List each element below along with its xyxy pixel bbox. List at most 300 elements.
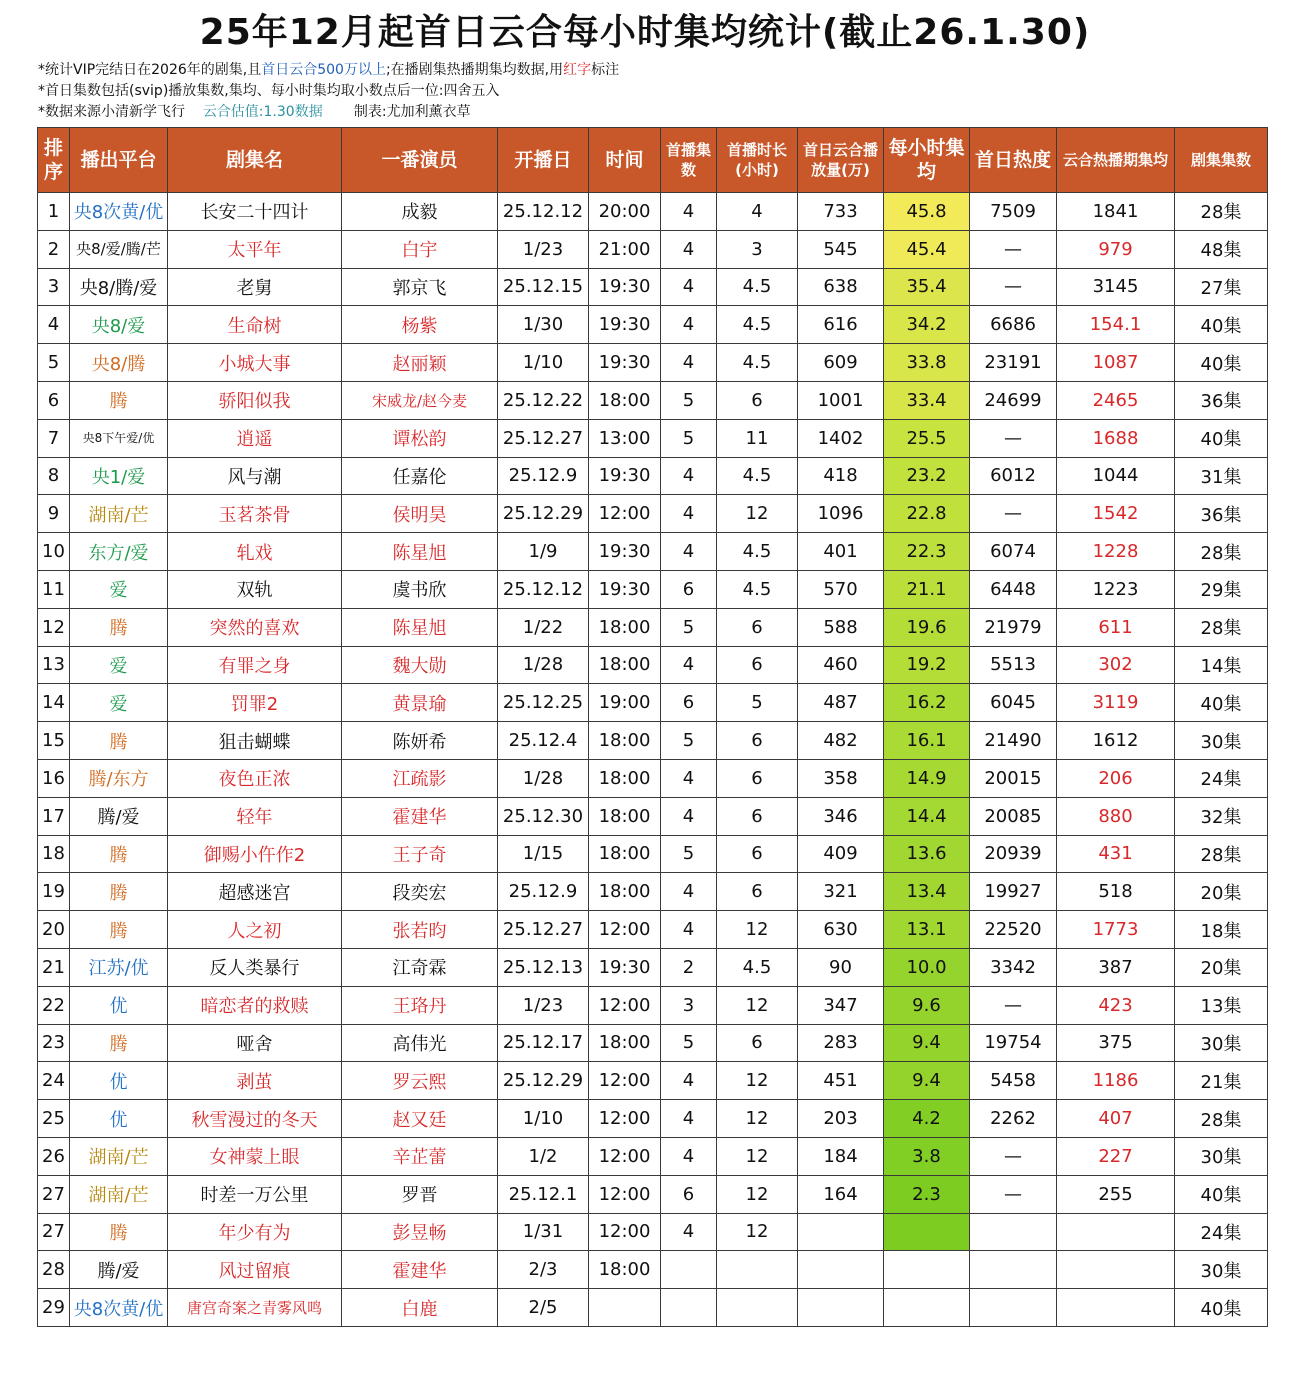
cell-hourly: 4.2	[884, 1100, 970, 1138]
cell-episodes: 30集	[1175, 722, 1268, 760]
cell-name: 时差一万公里	[168, 1175, 342, 1213]
cell-time: 12:00	[589, 911, 661, 949]
cell-rank: 20	[38, 911, 70, 949]
table-row	[38, 230, 1268, 268]
cell-time: 12:00	[589, 1213, 661, 1251]
cell-episodes: 30集	[1175, 1251, 1268, 1289]
cell-platform: 央8/腾/爱	[70, 268, 168, 306]
cell-platform: 腾/爱	[70, 1251, 168, 1289]
header-first-eps: 首播集数	[661, 128, 717, 193]
cell-first-hours: 6	[717, 1024, 798, 1062]
cell-first-eps: 2	[661, 948, 717, 986]
table-row	[38, 948, 1268, 986]
cell-start: 25.12.15	[498, 268, 589, 306]
cell-time: 12:00	[589, 986, 661, 1024]
cell-yunhe: 1087	[1057, 344, 1175, 382]
cell-time: 19:30	[589, 533, 661, 571]
note-line-2: *首日集数包括(svip)播放集数,集均、每小时集均取小数点后一位:四舍五入	[38, 83, 500, 99]
cell-episodes: 40集	[1175, 1175, 1268, 1213]
cell-first-views: 358	[798, 759, 884, 797]
cell-name: 秋雪漫过的冬天	[168, 1100, 342, 1138]
cell-time: 19:30	[589, 344, 661, 382]
cell-first-hours: 6	[717, 797, 798, 835]
cell-episodes: 24集	[1175, 759, 1268, 797]
cell-first-views: 545	[798, 230, 884, 268]
cell-yunhe	[1057, 1213, 1175, 1251]
cell-episodes: 31集	[1175, 457, 1268, 495]
cell-actor: 杨紫	[342, 306, 498, 344]
header-yunhe: 云合热播期集均	[1057, 128, 1175, 193]
cell-first-eps: 5	[661, 419, 717, 457]
cell-heat: —	[970, 1137, 1057, 1175]
cell-name: 突然的喜欢	[168, 608, 342, 646]
cell-first-hours: 3	[717, 230, 798, 268]
cell-name: 逍遥	[168, 419, 342, 457]
cell-hourly: 13.1	[884, 911, 970, 949]
cell-episodes: 27集	[1175, 268, 1268, 306]
table-row	[38, 306, 1268, 344]
cell-heat: 20015	[970, 759, 1057, 797]
table-row	[38, 873, 1268, 911]
header-name: 剧集名	[168, 128, 342, 193]
cell-hourly: 14.9	[884, 759, 970, 797]
cell-name: 长安二十四计	[168, 193, 342, 231]
cell-actor: 任嘉伦	[342, 457, 498, 495]
cell-yunhe: 227	[1057, 1137, 1175, 1175]
cell-yunhe	[1057, 1251, 1175, 1289]
table-row	[38, 381, 1268, 419]
cell-start: 2/3	[498, 1251, 589, 1289]
cell-first-views: 451	[798, 1062, 884, 1100]
cell-first-hours: 12	[717, 1175, 798, 1213]
cell-first-eps: 3	[661, 986, 717, 1024]
cell-start: 25.12.1	[498, 1175, 589, 1213]
table-row	[38, 457, 1268, 495]
cell-first-hours: 4.5	[717, 570, 798, 608]
cell-time: 19:30	[589, 570, 661, 608]
cell-name: 年少有为	[168, 1213, 342, 1251]
table-row	[38, 1137, 1268, 1175]
cell-first-hours	[717, 1289, 798, 1327]
cell-first-hours: 12	[717, 495, 798, 533]
cell-start: 1/10	[498, 1100, 589, 1138]
cell-first-hours: 4.5	[717, 533, 798, 571]
cell-actor: 江奇霖	[342, 948, 498, 986]
cell-start: 25.12.9	[498, 873, 589, 911]
cell-heat: 23191	[970, 344, 1057, 382]
cell-start: 1/15	[498, 835, 589, 873]
cell-episodes: 32集	[1175, 797, 1268, 835]
cell-episodes: 29集	[1175, 570, 1268, 608]
cell-first-views: 90	[798, 948, 884, 986]
cell-start: 25.12.12	[498, 570, 589, 608]
cell-yunhe: 1688	[1057, 419, 1175, 457]
table-row	[38, 268, 1268, 306]
cell-first-views	[798, 1213, 884, 1251]
cell-rank: 27	[38, 1175, 70, 1213]
table-row	[38, 1289, 1268, 1327]
cell-rank: 22	[38, 986, 70, 1024]
cell-time: 18:00	[589, 797, 661, 835]
cell-hourly: 19.6	[884, 608, 970, 646]
cell-start: 1/10	[498, 344, 589, 382]
cell-time: 18:00	[589, 873, 661, 911]
cell-actor: 段奕宏	[342, 873, 498, 911]
cell-heat: 3342	[970, 948, 1057, 986]
cell-heat: 21979	[970, 608, 1057, 646]
cell-platform: 湖南/芒	[70, 495, 168, 533]
cell-actor: 虞书欣	[342, 570, 498, 608]
cell-actor: 高伟光	[342, 1024, 498, 1062]
header-time: 时间	[589, 128, 661, 193]
cell-name: 小城大事	[168, 344, 342, 382]
cell-hourly: 21.1	[884, 570, 970, 608]
note-line-1: *统计VIP完结日在2026年的剧集,且首日云合500万以上;在播剧集热播期集均数据,用红字标注	[38, 62, 620, 78]
cell-first-hours: 4.5	[717, 344, 798, 382]
cell-episodes: 18集	[1175, 911, 1268, 949]
cell-actor: 江疏影	[342, 759, 498, 797]
cell-rank: 8	[38, 457, 70, 495]
header-actor: 一番演员	[342, 128, 498, 193]
cell-start: 25.12.22	[498, 381, 589, 419]
cell-time: 12:00	[589, 1100, 661, 1138]
cell-platform: 央8/腾	[70, 344, 168, 382]
header-rank: 排序	[38, 128, 70, 193]
cell-episodes: 36集	[1175, 381, 1268, 419]
cell-heat: —	[970, 495, 1057, 533]
cell-first-eps: 4	[661, 1213, 717, 1251]
cell-first-hours: 6	[717, 608, 798, 646]
cell-rank: 14	[38, 684, 70, 722]
table-row	[38, 193, 1268, 231]
cell-actor: 罗晋	[342, 1175, 498, 1213]
cell-start: 1/23	[498, 230, 589, 268]
cell-first-eps: 4	[661, 306, 717, 344]
cell-first-hours	[717, 1251, 798, 1289]
cell-episodes: 20集	[1175, 873, 1268, 911]
cell-yunhe: 3145	[1057, 268, 1175, 306]
cell-hourly: 22.3	[884, 533, 970, 571]
cell-yunhe: 206	[1057, 759, 1175, 797]
cell-platform: 优	[70, 1100, 168, 1138]
cell-first-eps: 4	[661, 873, 717, 911]
cell-yunhe: 255	[1057, 1175, 1175, 1213]
cell-name: 骄阳似我	[168, 381, 342, 419]
cell-time: 19:30	[589, 457, 661, 495]
cell-platform: 央8下午爱/优	[70, 419, 168, 457]
cell-hourly: 3.8	[884, 1137, 970, 1175]
cell-first-eps: 5	[661, 608, 717, 646]
cell-time: 12:00	[589, 495, 661, 533]
cell-actor: 霍建华	[342, 797, 498, 835]
table-row	[38, 344, 1268, 382]
cell-first-eps: 4	[661, 268, 717, 306]
cell-time	[589, 1289, 661, 1327]
cell-yunhe: 1841	[1057, 193, 1175, 231]
cell-rank: 9	[38, 495, 70, 533]
cell-hourly: 2.3	[884, 1175, 970, 1213]
cell-yunhe: 518	[1057, 873, 1175, 911]
cell-rank: 2	[38, 230, 70, 268]
cell-rank: 25	[38, 1100, 70, 1138]
cell-time: 19:00	[589, 684, 661, 722]
cell-first-eps: 4	[661, 759, 717, 797]
table-row	[38, 608, 1268, 646]
table-row	[38, 835, 1268, 873]
cell-first-eps	[661, 1251, 717, 1289]
cell-heat: 6012	[970, 457, 1057, 495]
cell-time: 19:30	[589, 268, 661, 306]
table-row	[38, 797, 1268, 835]
cell-hourly: 16.2	[884, 684, 970, 722]
cell-heat	[970, 1251, 1057, 1289]
cell-actor: 白宇	[342, 230, 498, 268]
cell-platform: 东方/爱	[70, 533, 168, 571]
cell-platform: 央8/爱	[70, 306, 168, 344]
cell-actor: 彭昱畅	[342, 1213, 498, 1251]
cell-actor: 黄景瑜	[342, 684, 498, 722]
cell-yunhe: 407	[1057, 1100, 1175, 1138]
cell-name: 有罪之身	[168, 646, 342, 684]
cell-first-hours: 4.5	[717, 268, 798, 306]
cell-yunhe: 1612	[1057, 722, 1175, 760]
cell-name: 轧戏	[168, 533, 342, 571]
cell-heat: 2262	[970, 1100, 1057, 1138]
cell-platform: 腾	[70, 381, 168, 419]
cell-first-views: 409	[798, 835, 884, 873]
cell-name: 双轨	[168, 570, 342, 608]
cell-first-hours: 12	[717, 1100, 798, 1138]
cell-name: 夜色正浓	[168, 759, 342, 797]
cell-heat: 22520	[970, 911, 1057, 949]
table-row	[38, 684, 1268, 722]
cell-start: 25.12.27	[498, 911, 589, 949]
cell-hourly: 13.4	[884, 873, 970, 911]
cell-rank: 1	[38, 193, 70, 231]
cell-name: 老舅	[168, 268, 342, 306]
table-row	[38, 1175, 1268, 1213]
table-row	[38, 1100, 1268, 1138]
cell-first-views: 588	[798, 608, 884, 646]
cell-actor: 王珞丹	[342, 986, 498, 1024]
cell-yunhe: 611	[1057, 608, 1175, 646]
cell-first-views: 638	[798, 268, 884, 306]
cell-actor: 侯明昊	[342, 495, 498, 533]
table-row	[38, 1024, 1268, 1062]
cell-first-views: 184	[798, 1137, 884, 1175]
cell-first-views: 733	[798, 193, 884, 231]
cell-heat: 5513	[970, 646, 1057, 684]
cell-episodes: 28集	[1175, 1100, 1268, 1138]
cell-heat: —	[970, 986, 1057, 1024]
cell-rank: 3	[38, 268, 70, 306]
cell-first-eps: 4	[661, 646, 717, 684]
cell-platform: 央8次黄/优	[70, 1289, 168, 1327]
cell-hourly: 33.4	[884, 381, 970, 419]
cell-name: 玉茗茶骨	[168, 495, 342, 533]
cell-first-eps	[661, 1289, 717, 1327]
cell-rank: 4	[38, 306, 70, 344]
cell-time: 19:30	[589, 948, 661, 986]
cell-first-eps: 4	[661, 193, 717, 231]
cell-hourly: 45.4	[884, 230, 970, 268]
cell-start: 1/9	[498, 533, 589, 571]
cell-time: 18:00	[589, 759, 661, 797]
cell-start: 25.12.29	[498, 495, 589, 533]
cell-yunhe: 387	[1057, 948, 1175, 986]
cell-time: 18:00	[589, 835, 661, 873]
cell-first-views: 401	[798, 533, 884, 571]
cell-first-hours: 6	[717, 722, 798, 760]
cell-time: 12:00	[589, 1137, 661, 1175]
cell-time: 18:00	[589, 722, 661, 760]
cell-first-eps: 4	[661, 457, 717, 495]
cell-yunhe: 154.1	[1057, 306, 1175, 344]
cell-heat	[970, 1213, 1057, 1251]
cell-start: 1/31	[498, 1213, 589, 1251]
cell-actor: 魏大勋	[342, 646, 498, 684]
cell-rank: 13	[38, 646, 70, 684]
cell-episodes: 30集	[1175, 1024, 1268, 1062]
cell-platform: 湖南/芒	[70, 1137, 168, 1175]
table-row	[38, 986, 1268, 1024]
cell-episodes: 36集	[1175, 495, 1268, 533]
cell-hourly	[884, 1251, 970, 1289]
cell-first-views: 164	[798, 1175, 884, 1213]
cell-first-hours: 12	[717, 1062, 798, 1100]
cell-first-hours: 6	[717, 835, 798, 873]
cell-first-eps: 4	[661, 797, 717, 835]
cell-episodes: 30集	[1175, 1137, 1268, 1175]
cell-actor: 陈妍希	[342, 722, 498, 760]
cell-yunhe: 979	[1057, 230, 1175, 268]
table-row	[38, 911, 1268, 949]
cell-first-hours: 6	[717, 759, 798, 797]
cell-start: 1/28	[498, 759, 589, 797]
cell-platform: 腾	[70, 1213, 168, 1251]
cell-start: 25.12.9	[498, 457, 589, 495]
cell-yunhe: 880	[1057, 797, 1175, 835]
cell-episodes: 40集	[1175, 306, 1268, 344]
cell-start: 25.12.13	[498, 948, 589, 986]
cell-first-views: 482	[798, 722, 884, 760]
cell-start: 25.12.4	[498, 722, 589, 760]
cell-start: 25.12.27	[498, 419, 589, 457]
cell-heat: —	[970, 230, 1057, 268]
cell-rank: 18	[38, 835, 70, 873]
cell-yunhe: 302	[1057, 646, 1175, 684]
header-start: 开播日	[498, 128, 589, 193]
cell-first-hours: 4.5	[717, 948, 798, 986]
cell-hourly: 19.2	[884, 646, 970, 684]
cell-rank: 12	[38, 608, 70, 646]
cell-actor: 宋威龙/赵今麦	[342, 381, 498, 419]
stats-table	[37, 127, 1268, 1327]
cell-episodes: 24集	[1175, 1213, 1268, 1251]
table-row	[38, 570, 1268, 608]
cell-episodes: 40集	[1175, 419, 1268, 457]
cell-rank: 16	[38, 759, 70, 797]
cell-hourly: 33.8	[884, 344, 970, 382]
cell-episodes: 40集	[1175, 684, 1268, 722]
cell-actor: 王子奇	[342, 835, 498, 873]
cell-first-views: 418	[798, 457, 884, 495]
cell-first-views: 203	[798, 1100, 884, 1138]
cell-heat: 21490	[970, 722, 1057, 760]
cell-first-eps: 6	[661, 570, 717, 608]
cell-hourly: 25.5	[884, 419, 970, 457]
cell-first-hours: 11	[717, 419, 798, 457]
table-row	[38, 495, 1268, 533]
cell-actor: 白鹿	[342, 1289, 498, 1327]
cell-rank: 29	[38, 1289, 70, 1327]
cell-platform: 腾	[70, 722, 168, 760]
cell-rank: 17	[38, 797, 70, 835]
cell-first-views: 487	[798, 684, 884, 722]
cell-first-views: 630	[798, 911, 884, 949]
cell-start: 1/2	[498, 1137, 589, 1175]
cell-start: 1/22	[498, 608, 589, 646]
cell-hourly: 45.8	[884, 193, 970, 231]
cell-first-eps: 5	[661, 722, 717, 760]
notes	[38, 60, 619, 123]
cell-first-hours: 6	[717, 646, 798, 684]
table-row	[38, 533, 1268, 571]
cell-yunhe: 1044	[1057, 457, 1175, 495]
cell-first-eps: 4	[661, 1137, 717, 1175]
cell-time: 18:00	[589, 381, 661, 419]
cell-first-hours: 4	[717, 193, 798, 231]
cell-episodes: 13集	[1175, 986, 1268, 1024]
header-heat: 首日热度	[970, 128, 1057, 193]
cell-heat: 19754	[970, 1024, 1057, 1062]
header-platform: 播出平台	[70, 128, 168, 193]
table-row	[38, 646, 1268, 684]
cell-first-views: 1402	[798, 419, 884, 457]
cell-heat: 6448	[970, 570, 1057, 608]
cell-start: 1/28	[498, 646, 589, 684]
cell-rank: 10	[38, 533, 70, 571]
cell-platform: 优	[70, 1062, 168, 1100]
cell-rank: 15	[38, 722, 70, 760]
cell-first-hours: 12	[717, 1213, 798, 1251]
cell-first-views: 347	[798, 986, 884, 1024]
cell-hourly	[884, 1289, 970, 1327]
cell-first-eps: 4	[661, 911, 717, 949]
cell-episodes: 48集	[1175, 230, 1268, 268]
cell-heat: 20085	[970, 797, 1057, 835]
cell-name: 风过留痕	[168, 1251, 342, 1289]
cell-time: 20:00	[589, 193, 661, 231]
cell-yunhe: 1186	[1057, 1062, 1175, 1100]
header-first-views: 首日云合播放量(万)	[798, 128, 884, 193]
cell-first-hours: 5	[717, 684, 798, 722]
cell-first-eps: 4	[661, 1062, 717, 1100]
table-row	[38, 419, 1268, 457]
cell-time: 13:00	[589, 419, 661, 457]
cell-name: 女神蒙上眼	[168, 1137, 342, 1175]
cell-actor: 辛芷蕾	[342, 1137, 498, 1175]
table-row	[38, 1251, 1268, 1289]
note-line-3: *数据来源小清新学飞行 云合估值:1.30数据 制表:尤加利薰衣草	[38, 104, 471, 120]
cell-episodes: 21集	[1175, 1062, 1268, 1100]
cell-hourly: 9.6	[884, 986, 970, 1024]
cell-actor: 郭京飞	[342, 268, 498, 306]
cell-heat	[970, 1289, 1057, 1327]
cell-first-views: 570	[798, 570, 884, 608]
table-row	[38, 759, 1268, 797]
cell-first-views: 1001	[798, 381, 884, 419]
